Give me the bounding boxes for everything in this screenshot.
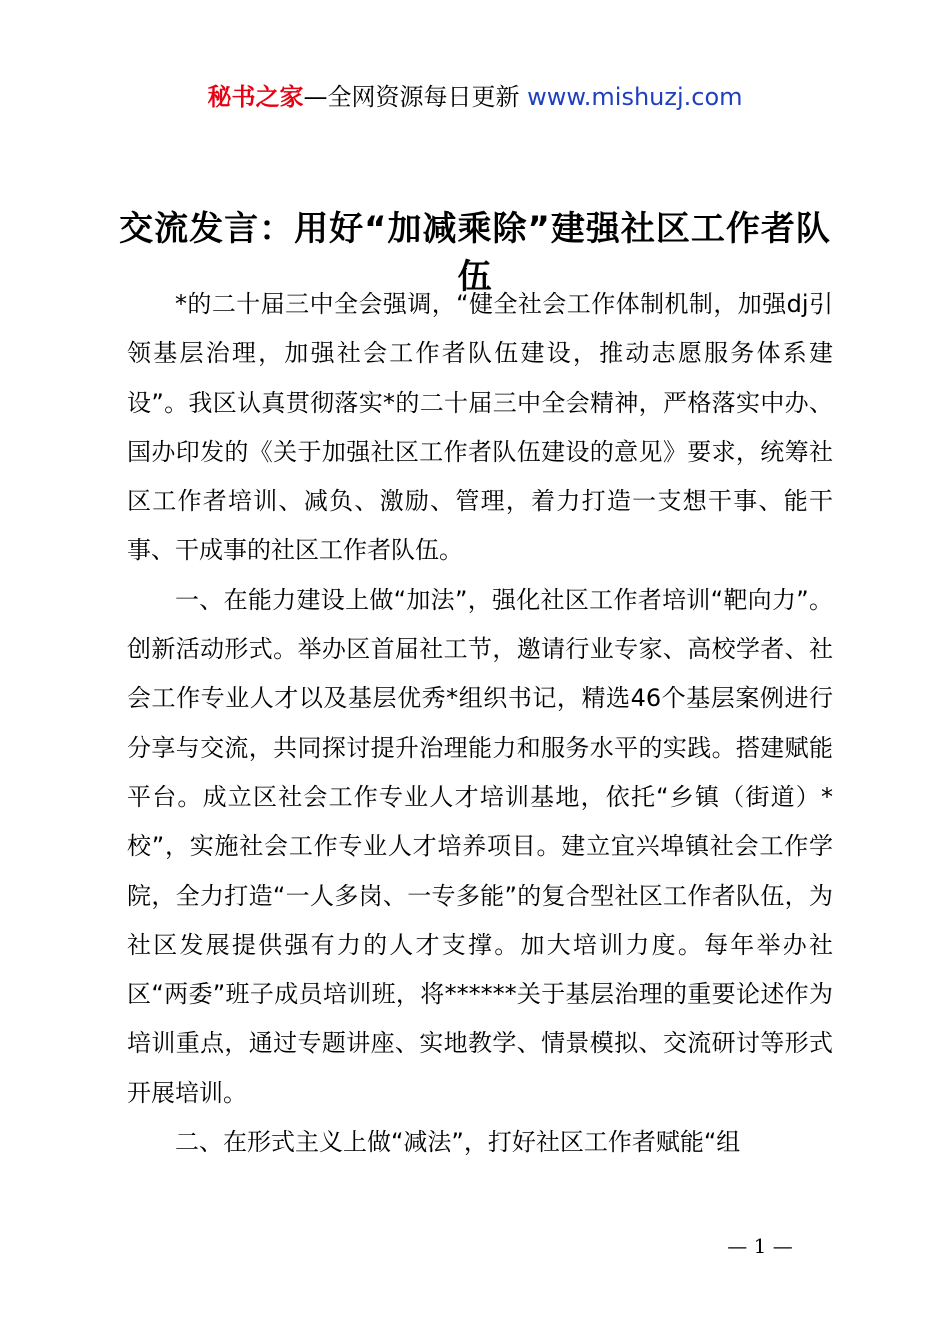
- page-number: — 1 —: [727, 1234, 793, 1258]
- site-brand: 秘书之家: [207, 83, 304, 111]
- document-body: [127, 280, 833, 1167]
- document-title: 交流发言：用好“加减乘除”建强社区工作者队伍: [119, 208, 831, 297]
- site-url[interactable]: www.mishuzj.com: [527, 83, 743, 111]
- site-slogan: —全网资源每日更新: [303, 83, 528, 111]
- site-header: [0, 80, 950, 114]
- paragraph-section-1: 一、在能力建设上做“加法”，强化社区工作者培训“靶向力”。创新活动形式。举办区首届社工节，邀请行业专家、高校学者、社会工作专业人才以及基层优秀*组织书记，精选46个基层案例进行分享与交流，共同探讨提升治理能力和服务水平的实践。搭建赋能平台。成立区社会工作专业人才培训基地，依托“乡镇（街道）*校”，实施社会工作专业人才培养项目。建立宜兴埠镇社会工作学院，全力打造“一人多岗、一专多能”的复合型社区工作者队伍，为社区发展提供强有力的人才支撑。加大培训力度。每年举办社区“两委”班子成员培训班，将******关于基层治理的重要论述作为培训重点，通过专题讲座、实地教学、情景模拟、交流研讨等形式开展培训。: [127, 585, 833, 1107]
- paragraph-intro: *的二十届三中全会强调，“健全社会工作体制机制，加强dj引领基层治理，加强社会工作者队伍建设，推动志愿服务体系建设”。我区认真贯彻落实*的二十届三中全会精神，严格落实中办、国办印发的《关于加强社区工作者队伍建设的意见》要求，统筹社区工作者培训、减负、激励、管理，着力打造一支想干事、能干事、干成事的社区工作者队伍。: [127, 290, 833, 565]
- paragraph-section-2: 二、在形式主义上做“减法”，打好社区工作者赋能“组: [175, 1128, 741, 1157]
